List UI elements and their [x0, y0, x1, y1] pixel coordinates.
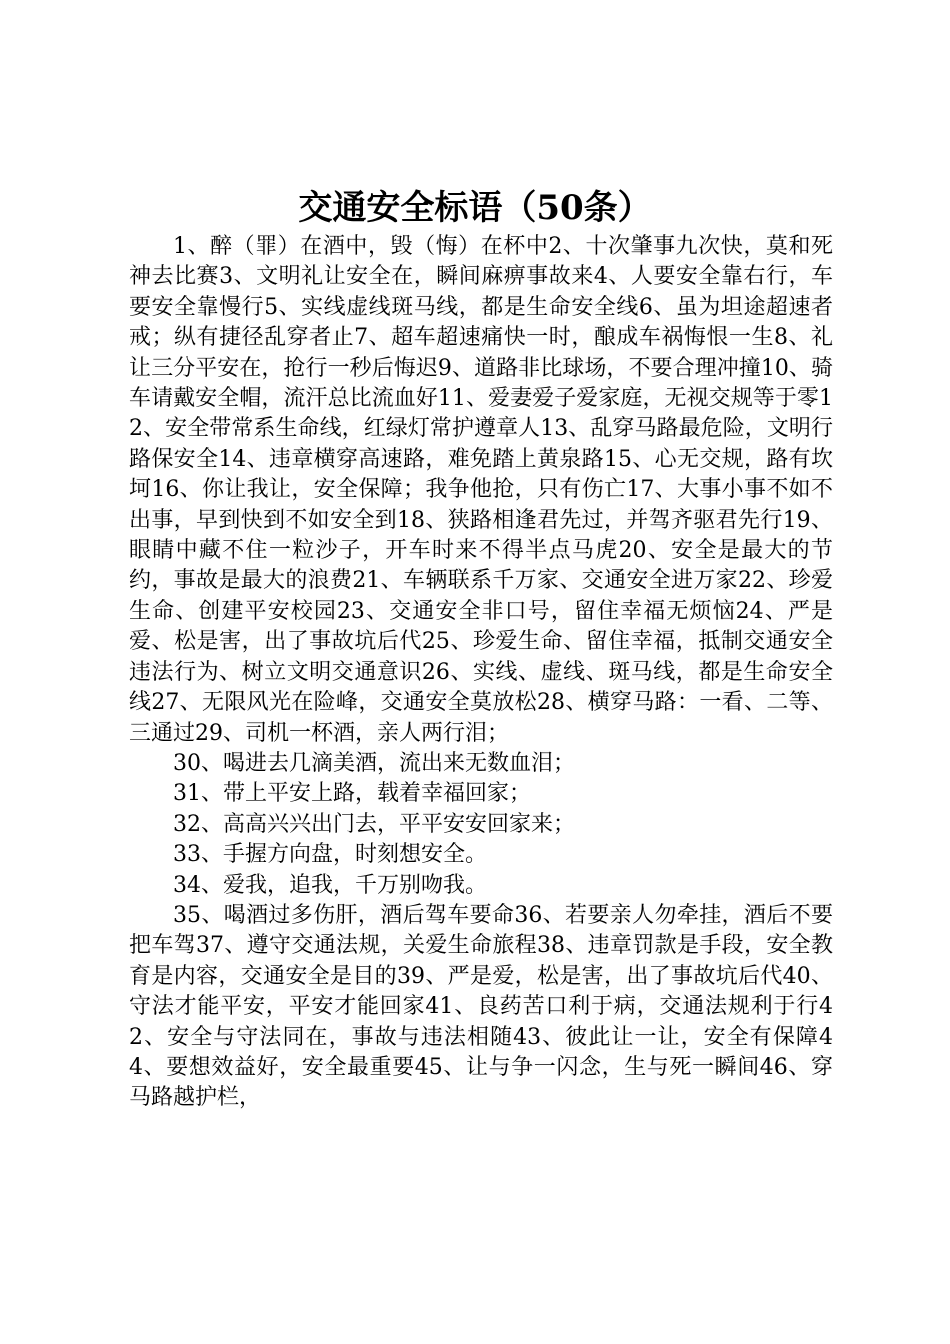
paragraph: 35、喝酒过多伤肝，酒后驾车要命36、若要亲人勿牵挂，酒后不要把车驾37、遵守交通法规，关爱生命旅程38、违章罚款是手段，安全教育是内容，交通安全是目的39、严是爱，松是害，出了事故坑后代40、守法才能平安，平安才能回家41、良药苦口利于病，交通法规利于行42、安全与守法同在，事故与违法相随43、彼此让一让，安全有保障44、要想效益好，安全最重要45、让与争一闪念，生与死一瞬间46、穿马路越护栏，: [129, 902, 833, 1111]
document-body: [129, 232, 833, 1114]
paragraph: 30、喝进去几滴美酒，流出来无数血泪；: [173, 750, 575, 776]
paragraph: 1、醉（罪）在酒中，毁（悔）在杯中2、十次肇事九次快，莫和死神去比赛3、文明礼让安全在，瞬间麻痹事故来4、人要安全靠右行，车要安全靠慢行5、实线虚线斑马线，都是生命安全线6、虽为坦途超速者戒；纵有捷径乱穿者止7、超车超速痛快一时，酿成车祸悔恨一生8、礼让三分平安在，抢行一秒后悔迟9、道路非比球场，不要合理冲撞10、骑车请戴安全帽，流汗总比流血好11、爱妻爱子爱家庭，无视交规等于零12、安全带常系生命线，红绿灯常护遵章人13、乱穿马路最危险，文明行路保安全14、违章横穿高速路，难免踏上黄泉路15、心无交规，路有坎坷16、你让我让，安全保障；我争他抢，只有伤亡17、大事小事不如不出事，早到快到不如安全到18、狭路相逢君先过，并驾齐驱君先行19、眼睛中藏不住一粒沙子，开车时来不得半点马虎20、安全是最大的节约，事故是最大的浪费21、车辆联系千万家、交通安全进万家22、珍爱生命、创建平安校园23、交通安全非口号，留住幸福无烦恼24、严是爱、松是害，出了事故坑后代25、珍爱生命、留住幸福，抵制交通安全违法行为、树立文明交通意识26、实线、虚线、斑马线，都是生命安全线27、无限风光在险峰，交通安全莫放松28、横穿马路：一看、二等、三通过29、司机一杯酒，亲人两行泪；: [129, 234, 833, 746]
paragraph: 31、带上平安上路，载着幸福回家；: [173, 781, 531, 807]
paragraph: 32、高高兴兴出门去，平平安安回家来；: [173, 811, 575, 837]
paragraph: 33、手握方向盘，时刻想安全。: [173, 842, 487, 868]
document-title: 交通安全标语（50条）: [298, 188, 652, 228]
paragraph: 34、爱我，追我，千万别吻我。: [173, 872, 487, 898]
